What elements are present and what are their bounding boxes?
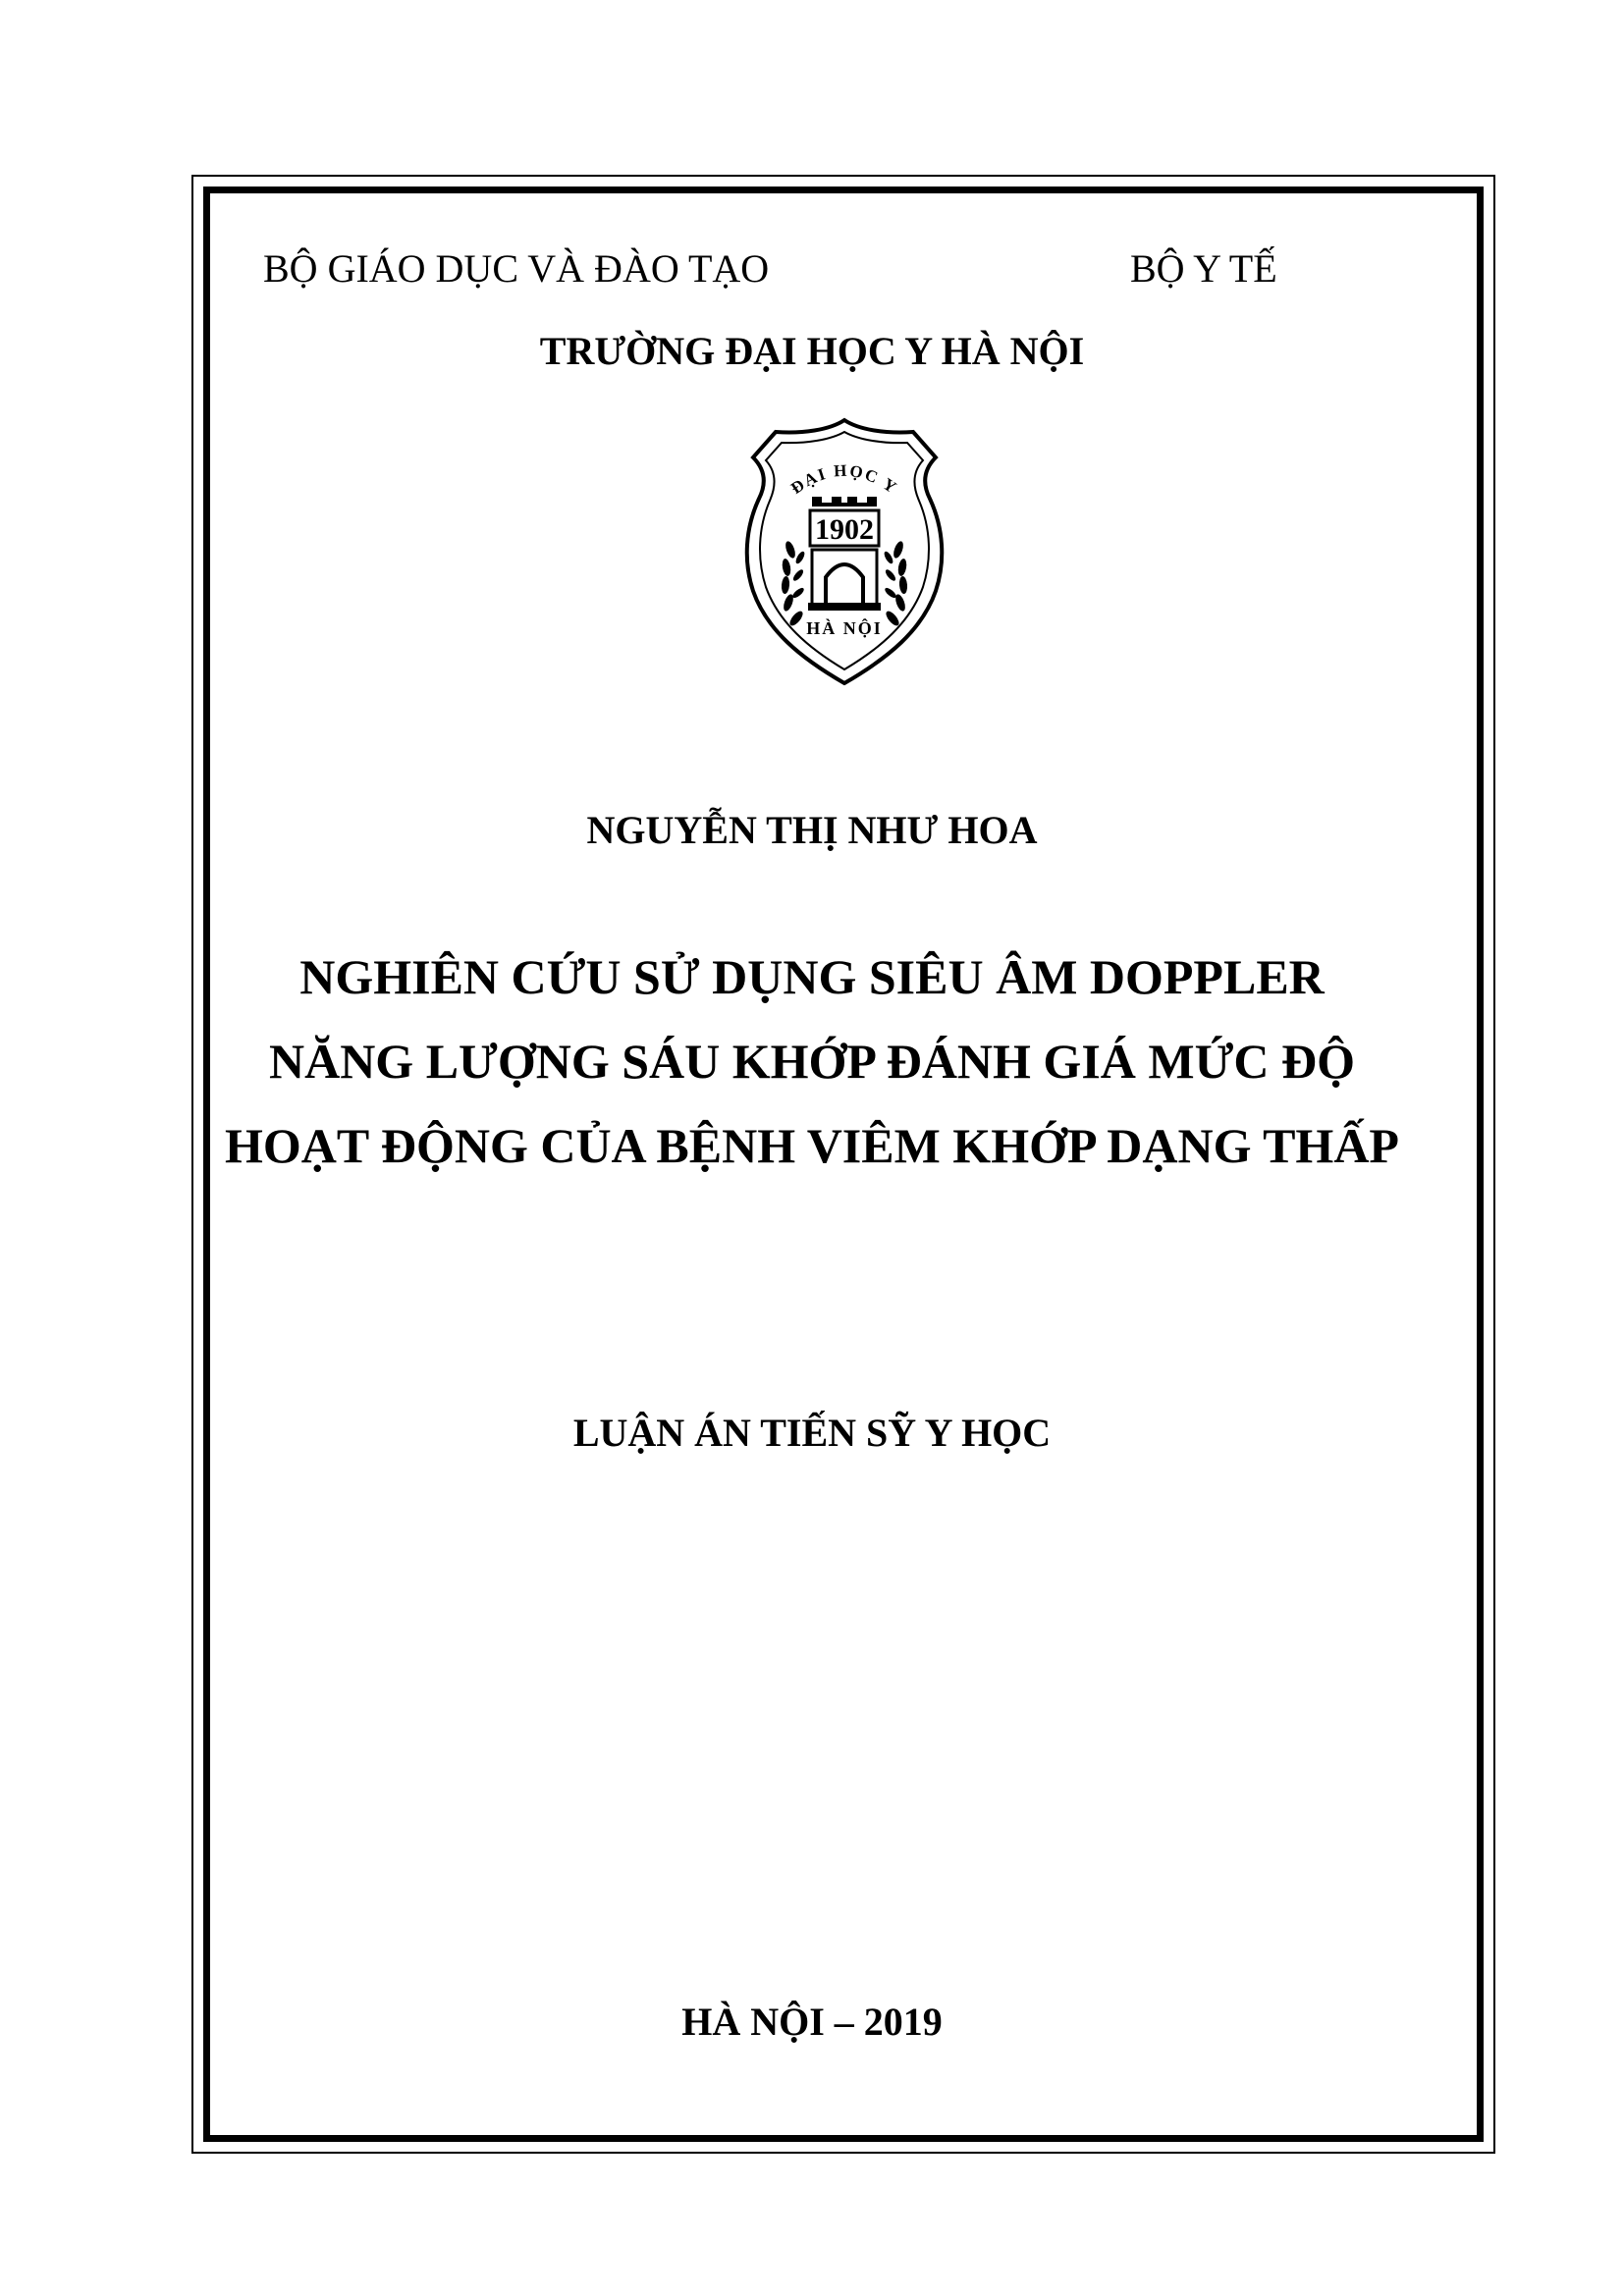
thesis-title	[0, 949, 1624, 1205]
place-year: HÀ NỘI – 2019	[681, 2000, 943, 2044]
ministry-health: BỘ Y TẾ	[1130, 246, 1277, 291]
thesis-title-line-2: NĂNG LƯỢNG SÁU KHỚP ĐÁNH GIÁ MỨC ĐỘ	[268, 1034, 1355, 1089]
thesis-title-line-3: HOẠT ĐỘNG CỦA BỆNH VIÊM KHỚP DẠNG THẤP	[225, 1118, 1399, 1173]
logo-year: 1902	[815, 513, 874, 546]
university-name: TRƯỜNG ĐẠI HỌC Y HÀ NỘI	[539, 329, 1085, 373]
university-shield-emblem-icon	[731, 412, 957, 697]
logo-top-text: ĐẠI HỌC Y	[786, 460, 902, 499]
ministry-education: BỘ GIÁO DỤC VÀ ĐÀO TẠO	[263, 246, 770, 291]
thesis-title-line-1: NGHIÊN CỨU SỬ DỤNG SIÊU ÂM DOPPLER	[299, 949, 1325, 1004]
author-name: NGUYỄN THỊ NHƯ HOA	[586, 808, 1038, 852]
logo-bottom-text: HÀ NỘI	[806, 618, 883, 638]
degree-label: LUẬN ÁN TIẾN SỸ Y HỌC	[572, 1411, 1052, 1455]
